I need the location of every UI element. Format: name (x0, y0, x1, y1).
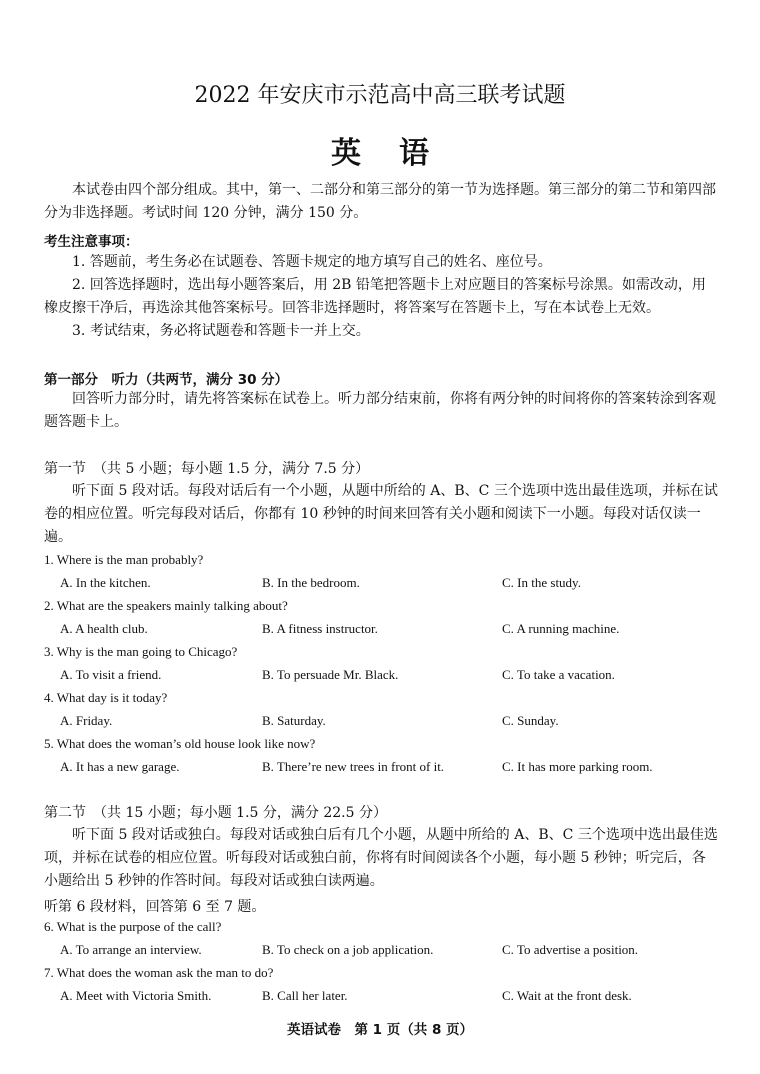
part1-heading: 第一部分 听力（共两节，满分 30 分） (44, 372, 289, 388)
question-1: 1. Where is the man probably? (44, 552, 204, 567)
option-a: A. To visit a friend. (60, 667, 162, 682)
option-b: B. Call her later. (262, 988, 348, 1003)
question-6: 6. What is the purpose of the call? (44, 919, 222, 934)
question-2: 2. What are the speakers mainly talking about? (44, 598, 288, 613)
option-a: A. In the kitchen. (60, 575, 151, 590)
question-7: 7. What does the woman ask the man to do? (44, 965, 274, 980)
option-b: B. To check on a job application. (262, 942, 434, 957)
option-a: A. To arrange an interview. (60, 942, 202, 957)
option-c: C. To advertise a position. (502, 942, 639, 957)
question-5: 5. What does the woman’s old house look like now? (44, 736, 316, 751)
option-c: C. To take a vacation. (502, 667, 615, 682)
section2-heading: 第二节 （共 15 小题；每小题 1.5 分，满分 22.5 分） (44, 805, 387, 821)
page-footer: 英语试卷 第 1 页（共 8 页） (286, 1022, 474, 1038)
question-3: 3. Why is the man going to Chicago? (44, 644, 238, 659)
subject-title: 英语 (331, 136, 467, 171)
section1-heading: 第一节 （共 5 小题；每小题 1.5 分，满分 7.5 分） (44, 461, 370, 477)
option-b: B. There’re new trees in front of it. (262, 759, 445, 774)
option-a: A. A health club. (60, 621, 148, 636)
part1-instructions: 回答听力部分时，请先将答案标在试卷上。听力部分结束前，你将有两分钟的时间将你的答案转涂到客观题答题卡上。 (44, 391, 716, 430)
option-b: B. To persuade Mr. Black. (262, 667, 399, 682)
option-a: A. Meet with Victoria Smith. (60, 988, 212, 1003)
intro-paragraph: 本试卷由四个部分组成。其中，第一、二部分和第三部分的第一节为选择题。第三部分的第二节和第四部分为非选择题。考试时间 120 分钟，满分 150 分。 (44, 182, 716, 221)
option-c: C. Sunday. (502, 713, 559, 728)
notes-heading: 考生注意事项： (44, 234, 139, 250)
section2-instructions: 听下面 5 段对话或独白。每段对话或独白后有几个小题，从题中所给的 A、B、C 三个选项中选出最佳选项，并标在试卷的相应位置。听每段对话或独白前，你将有时间阅读各个小题，每小题 5 秒钟；听完后，各小题给出 5 秒钟的作答时间。每段对话或独白读两遍。 (44, 827, 718, 889)
option-a: A. Friday. (60, 713, 113, 728)
option-c: C. It has more parking room. (502, 759, 653, 774)
section1-instructions: 听下面 5 段对话。每段对话后有一个小题，从题中所给的 A、B、C 三个选项中选出最佳选项，并标在试卷的相应位置。听完每段对话后，你都有 10 秒钟的时间来回答有关小题和阅读下一小题。每段对话仅读一遍。 (44, 483, 718, 545)
question-4: 4. What day is it today? (44, 690, 168, 705)
material-note: 听第 6 段材料，回答第 6 至 7 题。 (44, 899, 266, 915)
note-item: 3. 考试结束，务必将试题卷和答题卡一并上交。 (72, 323, 370, 339)
option-c: C. A running machine. (502, 621, 620, 636)
option-b: B. A fitness instructor. (262, 621, 378, 636)
option-b: B. In the bedroom. (262, 575, 360, 590)
exam-title: 2022 年安庆市示范高中高三联考试题 (194, 83, 566, 108)
option-b: B. Saturday. (262, 713, 326, 728)
option-c: C. In the study. (502, 575, 581, 590)
note-item: 1. 答题前，考生务必在试题卷、答题卡规定的地方填写自己的姓名、座位号。 (72, 254, 552, 270)
option-c: C. Wait at the front desk. (502, 988, 632, 1003)
note-item: 2. 回答选择题时，选出每小题答案后，用 2B 铅笔把答题卡上对应题目的答案标号涂黑。如需改动，用橡皮擦干净后，再选涂其他答案标号。回答非选择题时，将答案写在答题卡上，写在本试卷上无效。 (44, 277, 706, 316)
option-a: A. It has a new garage. (60, 759, 180, 774)
